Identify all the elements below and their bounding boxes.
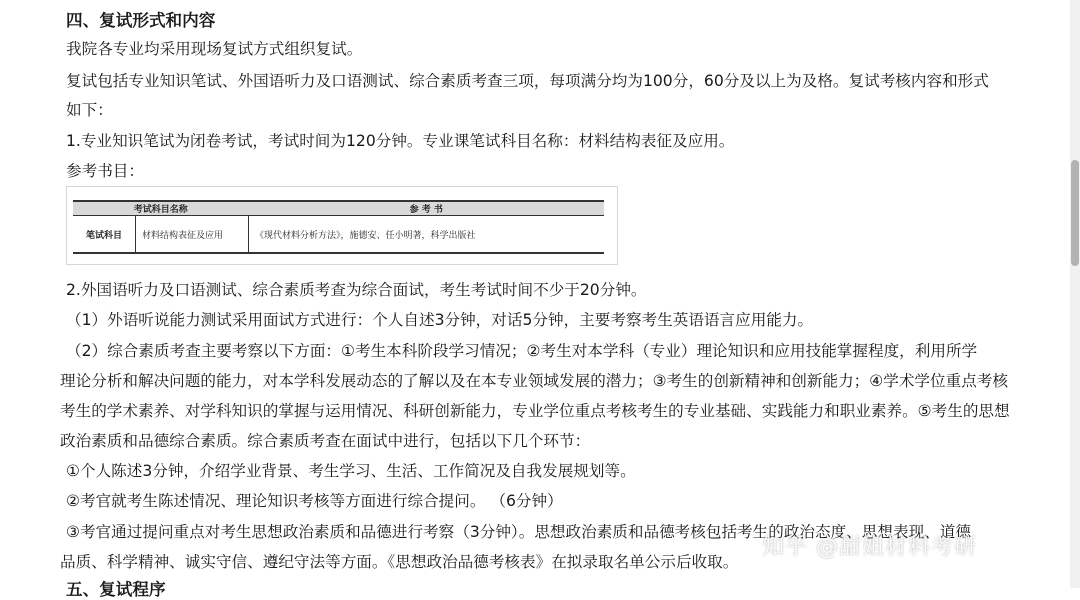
paragraph-2a: 复试包括专业知识笔试、外国语听力及口语测试、综合素质考查三项，每项满分均为100分，60分及以上为及格。复试考核内容和形式 xyxy=(66,72,989,90)
table-cell-subject: 材料结构表征及应用 xyxy=(136,216,249,254)
paragraph-10a: ③考官通过提问重点对考生思想政治素质和品德进行考察（3分钟）。思想政治素质和品德考核包括考生的政治态度、思想表现、道德 xyxy=(66,523,971,541)
reference-table-image xyxy=(66,186,618,265)
section-heading: 四、复试形式和内容 xyxy=(66,11,216,30)
vertical-scrollbar[interactable] xyxy=(1070,0,1080,588)
watermark: 知乎 @甜姐材料考研 xyxy=(762,535,977,560)
reference-table xyxy=(73,200,604,254)
table-row xyxy=(73,216,604,254)
table-cell-label: 笔试科目 xyxy=(73,216,136,254)
paragraph-2b: 如下： xyxy=(66,101,113,119)
paragraph-6: （1）外语听说能力测试采用面试方式进行：个人自述3分钟，对话5分钟，主要考察考生英语语言应用能力。 xyxy=(66,311,814,329)
paragraph-7c: 考生的学术素养、对学科知识的掌握与运用情况、科研创新能力，专业学位重点考核考生的专业基础、实践能力和职业素养。⑤考生的思想 xyxy=(60,402,1010,420)
table-header-subject: 考试科目名称 xyxy=(73,201,249,216)
next-section-heading: 五、复试程序 xyxy=(66,580,166,599)
paragraph-8: ①个人陈述3分钟，介绍学业背景、考生学习、生活、工作简况及自我发展规划等。 xyxy=(66,462,636,480)
paragraph-7d: 政治素质和品德综合素质。综合素质考查在面试中进行，包括以下几个环节： xyxy=(60,432,591,450)
table-header-book: 参 考 书 xyxy=(249,201,605,216)
paragraph-4: 参考书目： xyxy=(66,162,144,180)
paragraph-1: 我院各专业均采用现场复试方式组织复试。 xyxy=(66,40,363,58)
paragraph-5: 2.外国语听力及口语测试、综合素质考查为综合面试，考生考试时间不少于20分钟。 xyxy=(66,281,647,299)
paragraph-9: ②考官就考生陈述情况、理论知识考核等方面进行综合提问。 （6分钟） xyxy=(66,492,563,510)
paragraph-10b: 品质、科学精神、诚实守信、遵纪守法等方面。《思想政治品德考核表》在拟录取名单公示后收取。 xyxy=(60,553,739,571)
paragraph-7a: （2）综合素质考查主要考察以下方面：①考生本科阶段学习情况；②考生对本学科（专业）理论知识和应用技能掌握程度，利用所学 xyxy=(66,342,978,360)
scrollbar-thumb[interactable] xyxy=(1071,160,1079,266)
table-cell-book: 《现代材料分析方法》，施德安、任小明著，科学出版社 xyxy=(249,216,605,254)
paragraph-3: 1.专业知识笔试为闭卷考试，考试时间为120分钟。专业课笔试科目名称：材料结构表征及应用。 xyxy=(66,132,735,150)
paragraph-7b: 理论分析和解决问题的能力，对本学科发展动态的了解以及在本专业领域发展的潜力；③考生的创新精神和创新能力；④学术学位重点考核 xyxy=(60,372,1008,390)
